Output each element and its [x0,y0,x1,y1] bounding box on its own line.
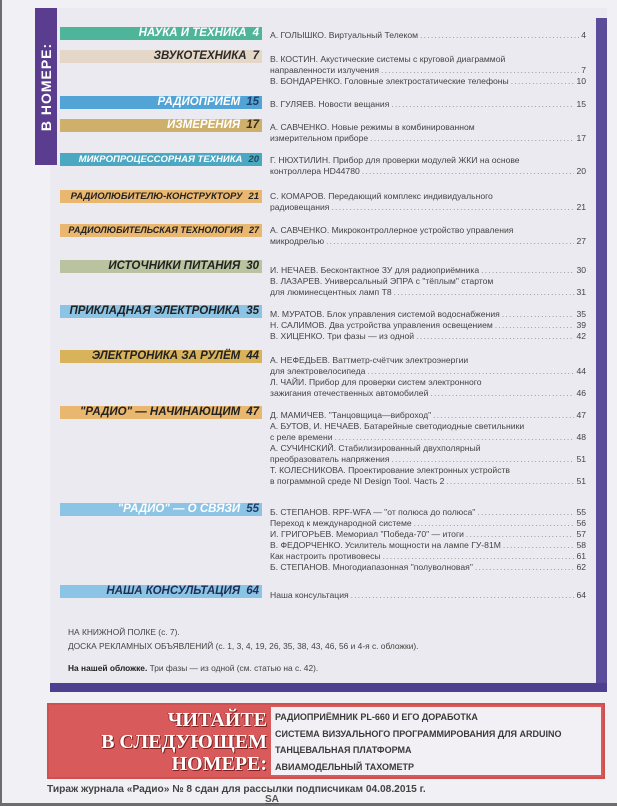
article-entry[interactable] [270,54,586,76]
article-title-line: преобразователь напряжения [270,454,390,464]
article-title-line: контроллера HD44780 [270,166,360,176]
section-title: НАУКА И ТЕХНИКА [138,27,247,39]
section-title: "РАДИО" — О СВЯЗИ [117,503,241,515]
article-page: 51 [576,454,586,464]
dot-leader [335,432,575,443]
article-entry[interactable] [270,191,586,213]
dot-leader [446,476,574,487]
section-page: 20 [248,154,259,165]
section-page: 21 [248,191,259,202]
article-title-row [270,432,586,443]
section-page: 7 [252,50,259,62]
article-page: 7 [581,65,586,75]
section-title: ИСТОЧНИКИ ПИТАНИЯ [108,260,241,272]
article-title-row [270,507,586,518]
article-page: 30 [576,265,586,275]
circulation-note: Тираж журнала «Радио» № 8 сдан для рассылки подписчикам 04.08.2015 г. [47,784,426,795]
article-title-row [270,265,586,276]
article-page: 4 [581,30,586,40]
dot-leader [466,529,575,540]
next-issue-item: АВИАМОДЕЛЬНЫЙ ТАХОМЕТР [275,761,415,772]
section-header [60,119,262,132]
article-title-line: Наша консультация [270,590,349,600]
section-title: РАДИОПРИЁМ [157,96,241,108]
section-page: 30 [246,260,259,272]
article-title-line: М. МУРАТОВ. Блок управления системой водоснабжения [270,309,500,319]
article-title-line: направленности излучения [270,65,380,75]
section-page: 47 [246,406,259,418]
dot-leader [481,265,574,276]
next-issue-item: ТАНЦЕВАЛЬНАЯ ПЛАТФОРМА [275,745,412,755]
section-header [60,406,262,419]
article-page: 39 [576,320,586,330]
article-title-row [270,236,586,247]
section-header [60,27,262,40]
article-page: 62 [576,562,586,572]
dot-leader [430,388,574,399]
article-title-row [270,388,586,399]
article-title-row [270,540,586,551]
article-title-line: А. БУТОВ, И. НЕЧАЕВ. Батарейные светодиодные светильники [270,421,525,431]
article-title-row [270,551,586,562]
dot-leader [370,133,574,144]
article-title-line: зажигания отечественных автомобилей [270,388,429,398]
article-page: 44 [576,366,586,376]
article-title-line: Т. КОЛЕСНИКОВА. Проектирование электронных устройств [270,465,510,475]
article-title-line: А. САВЧЕНКО. Микроконтроллерное устройство управления [270,225,514,235]
article-title-line: В. ЛАЗАРЕВ. Универсальный ЭПРА с "тёплым" стартом [270,276,494,286]
next-issue-list [271,707,601,775]
section-title: ИЗМЕРЕНИЯ [166,119,241,131]
section-title: НАША КОНСУЛЬТАЦИЯ [106,585,241,597]
article-title-line: А. СУЧИНСКИЙ. Стабилизированный двухполярный [270,443,481,453]
section-articles [270,410,586,487]
article-page: 20 [576,166,586,176]
article-title-row [270,366,586,377]
section-articles [270,225,586,247]
cover-note [68,663,318,673]
article-entry[interactable] [270,465,586,487]
purple-bottom-bar [50,683,607,692]
article-entry[interactable] [270,225,586,247]
dot-leader [502,309,575,320]
article-title-line: А. САВЧЕНКО. Новые режимы в комбинированном [270,122,475,132]
article-page: 31 [576,287,586,297]
next-issue-item: СИСТЕМА ВИЗУАЛЬНОГО ПРОГРАММИРОВАНИЯ ДЛЯ ARDUINO [275,728,562,739]
dot-leader [477,507,574,518]
article-title-line: Л. ЧАЙИ. Прибор для проверки систем электронного [270,377,482,387]
cover-label: На нашей обложке. [68,663,148,673]
dot-leader [433,410,574,421]
article-title-row [270,331,586,342]
next-issue-title-line: В СЛЕДУЮЩЕМ [101,731,267,753]
ads-note: ДОСКА РЕКЛАМНЫХ ОБЪЯВЛЕНИЙ (с. 1, 3, 4, 19, 26, 35, 38, 43, 46, 56 и 4-я с. обложки). [68,641,419,651]
article-entry[interactable] [270,377,586,399]
article-title-line: С. КОМАРОВ. Передающий комплекс индивидуального [270,191,493,201]
article-page: 58 [576,540,586,550]
article-entry[interactable] [270,76,586,87]
article-title-line: с реле времени [270,432,333,442]
in-issue-label: В НОМЕРЕ: [38,42,54,131]
section-header [60,350,262,363]
in-issue-tab [35,8,57,165]
dot-leader [420,30,579,41]
article-title-line: Н. САЛИМОВ. Два устройства управления освещением [270,320,493,330]
article-page: 47 [576,410,586,420]
section-page: 15 [246,96,259,108]
article-entry[interactable] [270,99,586,110]
article-title-row [270,320,586,331]
section-articles [270,265,586,298]
article-page: 57 [576,529,586,539]
section-title: ПРИКЛАДНАЯ ЭЛЕКТРОНИКА [69,305,241,317]
article-title-line: И. НЕЧАЕВ. Бесконтактное ЗУ для радиоприёмника [270,265,480,275]
article-entry[interactable] [270,529,586,540]
section-header [60,224,262,237]
article-title-row [270,476,586,487]
article-page: 46 [576,388,586,398]
article-entry[interactable] [270,320,586,331]
article-page: 56 [576,518,586,528]
article-title-row [270,454,586,465]
article-entry[interactable] [270,331,586,342]
section-title: МИКРОПРОЦЕССОРНАЯ ТЕХНИКА [78,154,243,165]
section-articles [270,355,586,399]
article-title-line: радиовещания [270,202,330,212]
article-entry[interactable] [270,276,586,298]
article-title-line: В. ФЕДОРЧЕНКО. Усилитель мощности на лампе ГУ-81М [270,540,501,550]
article-entry[interactable] [270,265,586,276]
next-issue-item: РАДИОПРИЁМНИК PL-660 И ЕГО ДОРАБОТКА [275,712,478,722]
next-issue-box [47,703,605,779]
article-title-line: В. ГУЛЯЕВ. Новости вещания [270,99,390,109]
dot-leader [475,562,575,573]
article-title-line: В. КОСТИН. Акустические системы с круговой диаграммой [270,54,506,64]
section-title: РАДИОЛЮБИТЕЛЬСКАЯ ТЕХНОЛОГИЯ [68,225,243,235]
article-title-line: Б. СТЕПАНОВ. RPF-WFA — "от полюса до полюса" [270,507,476,517]
article-title-line: Б. СТЕПАНОВ. Многодиапазонная "полуволновая" [270,562,473,572]
dot-leader [503,540,575,551]
article-entry[interactable] [270,562,586,573]
section-page: 44 [246,350,259,362]
article-entry[interactable] [270,155,586,177]
dot-leader [351,590,575,601]
section-title: ЗВУКОТЕХНИКА [153,50,247,62]
article-title-line: А. НЕФЕДЬЕВ. Ваттметр-счётчик электроэнергии [270,355,469,365]
article-title-line: Как настроить противовесы [270,551,381,561]
article-entry[interactable] [270,410,586,421]
section-header [60,50,262,63]
article-title-line: для электровелосипеда [270,366,366,376]
dot-leader [326,236,574,247]
next-issue-title-line: ЧИТАЙТЕ [167,709,267,731]
article-title-row [270,562,586,573]
section-header [60,503,262,516]
dot-leader [331,202,574,213]
article-title-row [270,166,586,177]
section-title: "РАДИО" — НАЧИНАЮЩИМ [79,406,241,418]
article-entry[interactable] [270,443,586,465]
article-page: 61 [576,551,586,561]
article-title-row [270,410,586,421]
bookshelf-note: НА КНИЖНОЙ ПОЛКЕ (с. 7). [68,627,180,637]
article-entry[interactable] [270,507,586,518]
section-header [60,153,262,166]
article-title-row [270,133,586,144]
article-title-line: В. ХИЦЕНКО. Три фазы — из одной [270,331,415,341]
article-title-line: Переход к международной системе [270,518,412,528]
section-page: 4 [252,27,259,39]
section-articles [270,155,586,177]
next-issue-title-line: НОМЕРЕ: [171,753,267,775]
article-title-row [270,65,586,76]
section-header [60,96,262,109]
article-title-line: И. ГРИГОРЬЕВ. Мемориал "Победа-70" — итоги [270,529,464,539]
article-page: 42 [576,331,586,341]
section-header [60,585,262,598]
article-entry[interactable] [270,518,586,529]
article-entry[interactable] [270,590,586,601]
article-title-row [270,518,586,529]
article-title-row [270,76,586,87]
article-page: 10 [576,76,586,86]
section-title: РАДИОЛЮБИТЕЛЮ-КОНСТРУКТОРУ [70,191,243,202]
section-title: ЭЛЕКТРОНИКА ЗА РУЛЁМ [91,350,241,362]
section-page: 35 [246,305,259,317]
article-title-row [270,590,586,601]
article-entry[interactable] [270,421,586,443]
section-page: 64 [246,585,259,597]
article-page: 48 [576,432,586,442]
article-entry[interactable] [270,551,586,562]
section-articles [270,30,586,41]
dot-leader [392,454,575,465]
article-title-row [270,202,586,213]
dot-leader [362,166,575,177]
article-page: 15 [576,99,586,109]
article-page: 17 [576,133,586,143]
article-title-row [270,309,586,320]
article-title-row [270,287,586,298]
section-articles [270,99,586,110]
next-issue-title [57,709,267,775]
section-header [60,190,262,203]
dot-leader [414,518,575,529]
article-entry[interactable] [270,30,586,41]
article-title-line: Г. НЮХТИЛИН. Прибор для проверки модулей ЖКИ на основе [270,155,520,165]
article-entry[interactable] [270,309,586,320]
article-page: 55 [576,507,586,517]
article-title-row [270,99,586,110]
dot-leader [495,320,575,331]
article-title-line: В. БОНДАРЕНКО. Головные электростатические телефоны [270,76,509,86]
article-title-line: в пограммной среде NI Design Tool. Часть 2 [270,476,445,486]
section-page: 27 [248,225,259,235]
sa-watermark: SA [265,794,279,805]
article-page: 51 [576,476,586,486]
article-title-row [270,529,586,540]
article-title-line: А. ГОЛЫШКО. Виртуальный Телеком [270,30,419,40]
article-title-line: Д. МАМИЧЕВ. "Танцовщица—виброход" [270,410,432,420]
purple-right-bar [596,18,607,692]
article-title-line: измерительном приборе [270,133,369,143]
article-page: 35 [576,309,586,319]
dot-leader [391,99,574,110]
article-page: 64 [576,590,586,600]
section-articles [270,507,586,573]
dot-leader [511,76,575,87]
article-entry[interactable] [270,355,586,377]
article-page: 27 [576,236,586,246]
dot-leader [394,287,575,298]
section-articles [270,590,586,601]
section-articles [270,54,586,87]
cover-text: Три фазы — из одной (см. статью на с. 42). [147,663,319,673]
section-header [60,260,262,273]
section-articles [270,191,586,213]
article-title-line: микродрелью [270,236,325,246]
dot-leader [381,65,579,76]
article-entry[interactable] [270,540,586,551]
article-page: 21 [576,202,586,212]
article-title-line: для люминесцентных ламп Т8 [270,287,392,297]
dot-leader [383,551,575,562]
section-page: 55 [246,503,259,515]
section-header [60,305,262,318]
article-entry[interactable] [270,122,586,144]
section-articles [270,122,586,144]
article-title-row [270,30,586,41]
section-page: 17 [246,119,259,131]
section-articles [270,309,586,342]
page-frame-left [0,0,2,806]
dot-leader [367,366,574,377]
dot-leader [416,331,574,342]
